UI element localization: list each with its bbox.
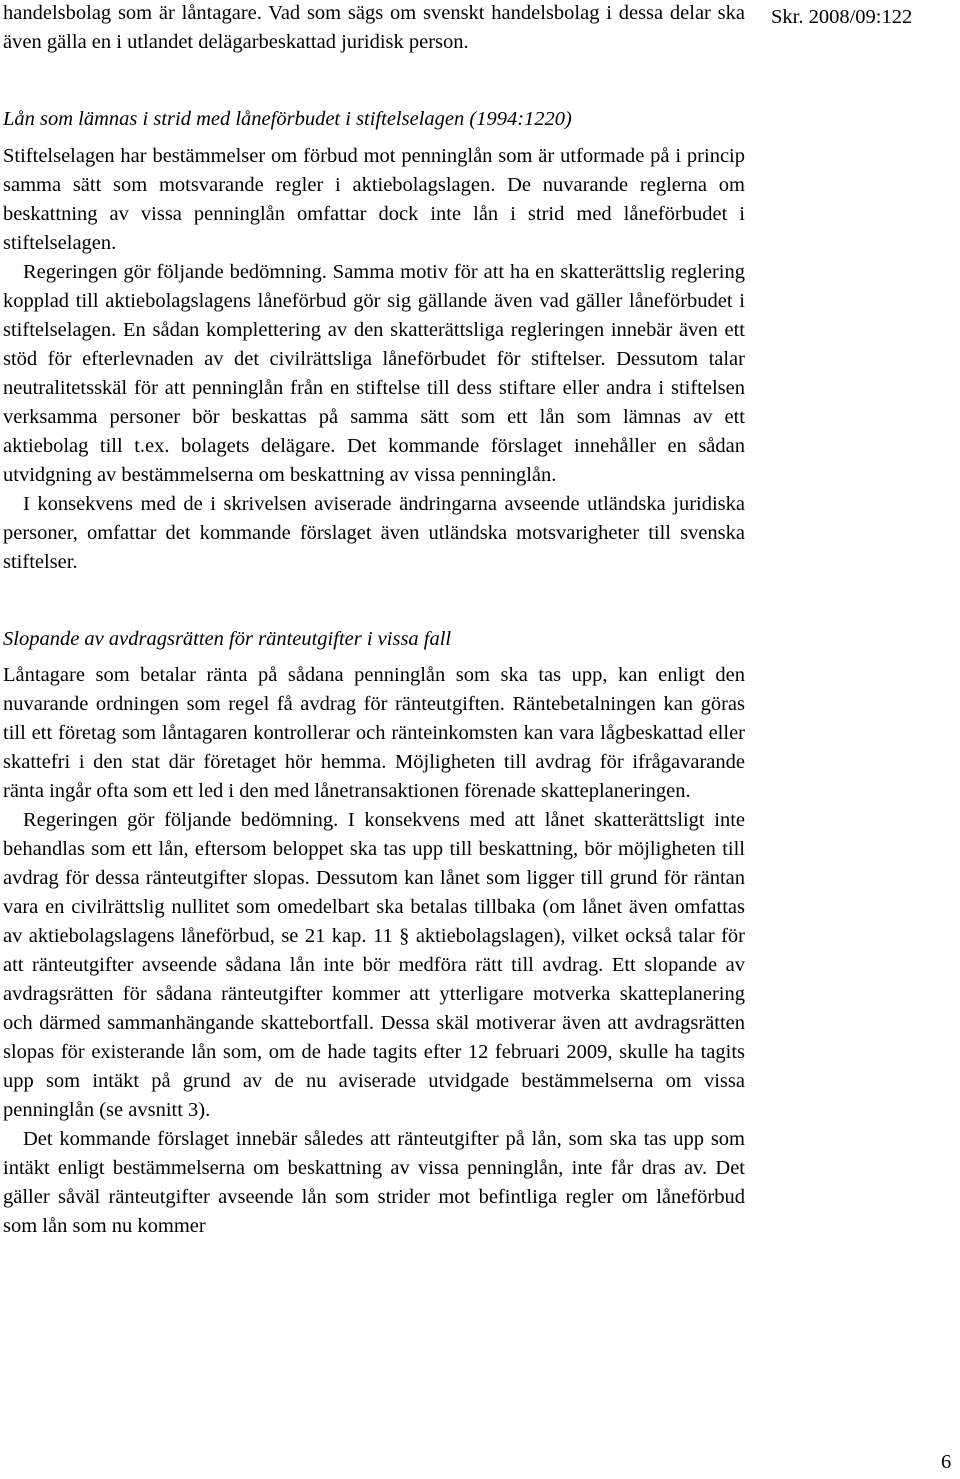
section-heading-stiftelselagen: Lån som lämnas i strid med låneförbudet i stiftelselagen (1994:1220)	[3, 108, 572, 130]
section1-paragraph-2: Regeringen gör följande bedömning. Samma motiv för att ha en skatterättslig reglering kopplad till aktiebolagslagens låneförbud gör sig gällande även vad gäller låneförbudet i stiftelselagen. En sådan komplettering av den skatterättsliga regleringen innebär även ett stöd för efterlevnaden av det civilrättsliga låneförbudet för stiftelser. Dessutom talar neutralitetsskäl för att penninglån från en stiftelse till dess stiftare eller andra i stiftelsen verksamma personer bör beskattas på samma sätt som ett lån som lämnas av ett aktiebolag till t.ex. bolagets delägare. Det kommande förslaget innehåller en sådan utvidgning av bestämmelserna om beskattning av vissa penninglån.	[3, 261, 745, 486]
section-heading-avdragsratt: Slopande av avdragsrätten för ränteutgifter i vissa fall	[3, 628, 452, 650]
section2-paragraph-3: Det kommande förslaget innebär således att ränteutgifter på lån, som ska tas upp som intäkt enligt bestämmelserna om beskattning av vissa penninglån, inte får dras av. Det gäller såväl ränteutgifter avseende lån som strider mot befintliga regler om låneförbud som lån som nu kommer	[3, 1128, 745, 1237]
section1-paragraph-1: Stiftelselagen har bestämmelser om förbud mot penninglån som är utformade på i princip samma sätt som motsvarande regler i aktiebolagslagen. De nuvarande reglerna om beskattning av vissa penninglån omfattar dock inte lån i strid med låneförbudet i stiftelselagen.	[3, 145, 745, 254]
page-number: 6	[941, 1451, 952, 1473]
section2-paragraph-1: Låntagare som betalar ränta på sådana penninglån som ska tas upp, kan enligt den nuvarande ordningen som regel få avdrag för ränteutgiften. Räntebetalningen kan göras till ett företag som låntagaren kontrollerar och ränteinkomsten kan vara lågbeskattad eller skattefri i den stat där företaget hör hemma. Möjligheten till avdrag för ifrågavarande ränta ingår ofta som ett led i den med lånetransaktionen förenade skatteplaneringen.	[3, 664, 745, 802]
section2-paragraph-2: Regeringen gör följande bedömning. I konsekvens med att lånet skatterättsligt inte behandlas som ett lån, eftersom beloppet ska tas upp till beskattning, bör möjligheten till avdrag för dessa ränteutgifter slopas. Dessutom kan lånet som ligger till grund för räntan vara en civilrättslig nullitet som omedelbart ska betalas tillbaka (om lånet även omfattas av aktiebolagslagens låneförbud, se 21 kap. 11 § aktiebolagslagen), vilket också talar för att ränteutgifter avseende sådana lån inte bör medföra rätt till avdrag. Ett slopande av avdragsrätten för sådana ränteutgifter kommer att ytterligare motverka skatteplanering och därmed sammanhängande skattebortfall. Dessa skäl motiverar även att avdragsrätten slopas för existerande lån som, om de hade tagits efter 12 februari 2009, skulle ha tagits upp som intäkt på grund av de nu aviserade utvidgade bestämmelserna om vissa penninglån (se avsnitt 3).	[3, 809, 745, 1121]
document-reference: Skr. 2008/09:122	[771, 6, 913, 28]
intro-paragraph: handelsbolag som är låntagare. Vad som sägs om svenskt handelsbolag i dessa delar ska även gälla en i utlandet delägarbeskattad juridisk person.	[3, 2, 745, 53]
section1-paragraph-3: I konsekvens med de i skrivelsen aviserade ändringarna avseende utländska juridiska personer, omfattar det kommande förslaget även utländska motsvarigheter till svenska stiftelser.	[3, 493, 745, 573]
main-text-column	[3, 0, 745, 1241]
